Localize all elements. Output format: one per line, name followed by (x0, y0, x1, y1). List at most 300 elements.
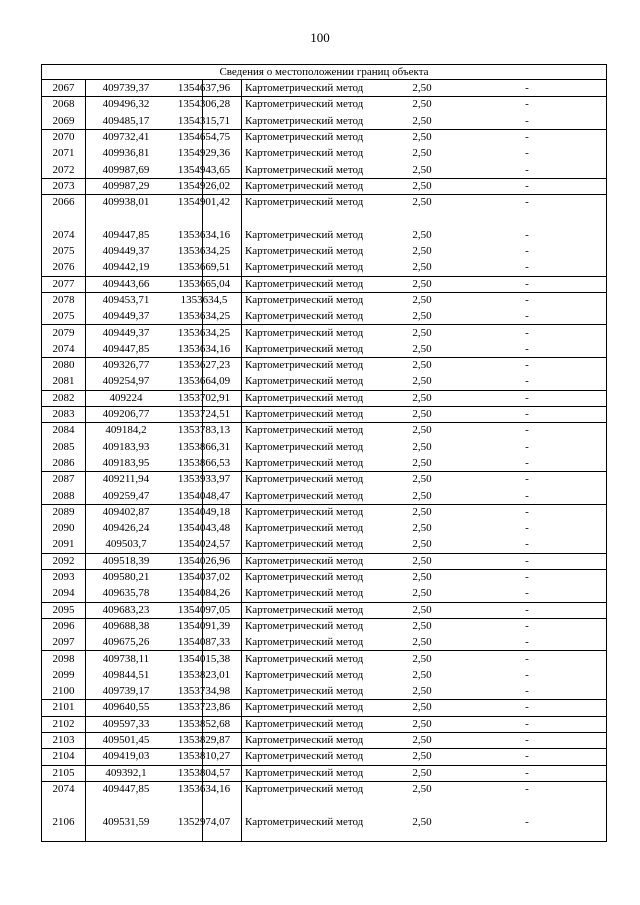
point-number-cell: 2074 (52, 782, 75, 795)
table-row (42, 210, 606, 226)
description-cell: - (525, 359, 529, 372)
y-coordinate-cell: 1353634,16 (177, 228, 231, 241)
description-cell: - (525, 489, 529, 502)
precision-cell: 2,50 (412, 522, 432, 535)
x-coordinate-cell (85, 797, 167, 813)
point-number-cell: 2066 (52, 196, 75, 209)
precision-cell: 2,50 (412, 815, 432, 828)
x-coordinate-cell: 409447,85 (102, 228, 150, 241)
method-cell: Картометрический метод (245, 766, 364, 779)
x-coordinate-cell: 409739,17 (102, 685, 150, 698)
x-coordinate-cell: 409496,32 (102, 98, 150, 111)
point-number-cell: 2095 (52, 603, 75, 616)
precision-cell: 2,50 (412, 734, 432, 746)
description-cell: - (525, 685, 529, 698)
point-number-cell: 2083 (52, 408, 75, 420)
x-coordinate-cell: 409739,37 (102, 82, 150, 94)
table-row (42, 667, 606, 683)
description-cell: - (525, 179, 529, 192)
table-row (42, 325, 606, 341)
method-cell (245, 210, 395, 226)
table-row (42, 602, 606, 619)
table-row (42, 276, 606, 293)
point-number-cell: 2089 (52, 505, 75, 518)
x-coordinate-cell: 409683,23 (102, 603, 150, 616)
y-coordinate-cell: 1353669,51 (177, 261, 231, 274)
point-number-cell: 2103 (52, 734, 75, 746)
x-coordinate-cell: 409449,37 (102, 245, 150, 257)
y-coordinate-cell: 1353852,68 (177, 717, 231, 730)
description-cell: - (525, 147, 529, 160)
point-number-cell (42, 210, 85, 226)
table-row (42, 781, 606, 797)
method-cell: Картометрический метод (245, 456, 364, 469)
description-cell: - (525, 522, 529, 535)
precision-cell: 2,50 (412, 147, 432, 160)
y-coordinate-cell: 1354929,36 (177, 147, 231, 160)
precision-cell: 2,50 (412, 750, 432, 763)
table-row (42, 536, 606, 553)
point-number-cell: 2096 (52, 619, 75, 632)
method-cell: Картометрический метод (245, 571, 364, 583)
point-number-cell: 2077 (52, 277, 75, 290)
precision-cell: 2,50 (412, 505, 432, 518)
y-coordinate-cell: 1354637,96 (177, 82, 231, 94)
table-row (42, 553, 606, 570)
precision-cell: 2,50 (412, 717, 432, 730)
y-coordinate-cell: 1353823,01 (177, 668, 231, 681)
point-number-cell: 2094 (52, 587, 75, 600)
point-number-cell: 2067 (52, 82, 75, 94)
precision-cell: 2,50 (412, 636, 432, 649)
table-row (42, 439, 606, 455)
method-cell: Картометрический метод (245, 391, 364, 404)
description-cell: - (525, 326, 529, 339)
method-cell: Картометрический метод (245, 130, 364, 143)
x-coordinate-cell: 409402,87 (102, 505, 150, 518)
method-cell: Картометрический метод (245, 408, 364, 420)
x-coordinate-cell: 409447,85 (102, 782, 150, 795)
point-number-cell: 2105 (52, 766, 75, 779)
y-coordinate-cell: 1353723,86 (177, 701, 231, 714)
method-cell: Картометрический метод (245, 603, 364, 616)
method-cell: Картометрический метод (245, 310, 364, 323)
point-number-cell: 2074 (52, 342, 75, 355)
table-row (42, 732, 606, 749)
point-number-cell: 2084 (52, 424, 75, 437)
method-cell (245, 797, 395, 813)
table-row (42, 145, 606, 161)
description-cell: - (525, 261, 529, 274)
precision-cell: 2,50 (412, 424, 432, 437)
description-cell: - (525, 375, 529, 388)
table-row (42, 455, 606, 472)
x-coordinate-cell: 409392,1 (105, 766, 147, 779)
description-cell: - (525, 717, 529, 730)
precision-cell: 2,50 (412, 163, 432, 176)
method-cell: Картометрический метод (245, 440, 364, 453)
description-cell: - (525, 391, 529, 404)
precision-cell: 2,50 (412, 82, 432, 94)
table-row (42, 194, 606, 210)
point-number-cell: 2070 (52, 130, 75, 143)
method-cell: Картометрический метод (245, 554, 364, 567)
x-coordinate-cell: 409732,41 (102, 130, 150, 143)
x-coordinate-cell: 409184,2 (105, 424, 147, 437)
method-cell: Картометрический метод (245, 734, 364, 746)
method-cell: Картометрический метод (245, 293, 364, 306)
table-row (42, 651, 606, 667)
precision-cell: 2,50 (412, 554, 432, 567)
method-cell: Картометрический метод (245, 652, 364, 665)
method-cell: Картометрический метод (245, 179, 364, 192)
method-cell: Картометрический метод (245, 636, 364, 649)
description-cell: - (525, 98, 529, 111)
description-cell: - (525, 766, 529, 779)
point-number-cell: 2068 (52, 98, 75, 111)
description-cell: - (525, 163, 529, 176)
method-cell: Картометрический метод (245, 668, 364, 681)
x-coordinate-cell: 409531,59 (102, 815, 150, 828)
x-coordinate-cell: 409183,93 (102, 440, 150, 453)
point-number-cell: 2076 (52, 261, 75, 274)
precision-cell: 2,50 (412, 342, 432, 355)
description-cell: - (525, 603, 529, 616)
description-cell: - (525, 440, 529, 453)
point-number-cell: 2078 (52, 293, 75, 306)
point-number-cell: 2101 (52, 701, 75, 714)
x-coordinate-cell: 409453,71 (102, 293, 150, 306)
table-row (42, 390, 606, 407)
precision-cell: 2,50 (412, 245, 432, 257)
x-coordinate-cell: 409224 (109, 391, 143, 404)
table-row (42, 471, 606, 487)
y-coordinate-cell: 1352974,07 (177, 815, 231, 828)
y-coordinate-cell: 1354943,65 (177, 163, 231, 176)
description-cell: - (525, 619, 529, 632)
y-coordinate-cell: 1354087,33 (177, 636, 231, 649)
table-row (42, 243, 606, 259)
table-row (42, 634, 606, 651)
table-row (42, 520, 606, 536)
method-cell: Картометрический метод (245, 505, 364, 518)
precision-cell: 2,50 (412, 603, 432, 616)
precision-cell: 2,50 (412, 440, 432, 453)
x-coordinate-cell (85, 210, 167, 226)
point-number-cell: 2106 (52, 815, 75, 828)
y-coordinate-cell: 1354015,38 (177, 652, 231, 665)
x-coordinate-cell: 409442,19 (102, 261, 150, 274)
table-row (42, 96, 606, 112)
point-number-cell: 2100 (52, 685, 75, 698)
x-coordinate-cell: 409987,29 (102, 179, 150, 192)
point-number-cell: 2090 (52, 522, 75, 535)
table-row (42, 113, 606, 130)
method-cell: Картометрический метод (245, 815, 364, 828)
y-coordinate-cell: 1354026,96 (177, 554, 231, 567)
method-cell: Картометрический метод (245, 489, 364, 502)
precision-cell: 2,50 (412, 98, 432, 111)
x-coordinate-cell: 409211,94 (102, 473, 150, 486)
table-row (42, 569, 606, 585)
y-coordinate-cell: 1354024,57 (177, 538, 231, 551)
precision-cell: 2,50 (412, 277, 432, 290)
point-number-cell: 2080 (52, 359, 75, 372)
point-number-cell: 2088 (52, 489, 75, 502)
x-coordinate-cell: 409449,37 (102, 310, 150, 323)
description-cell: - (525, 245, 529, 257)
method-cell: Картометрический метод (245, 473, 364, 486)
x-coordinate-cell: 409485,17 (102, 114, 150, 127)
precision-cell: 2,50 (412, 130, 432, 143)
column-divider (202, 80, 203, 842)
point-number-cell: 2079 (52, 326, 75, 339)
y-coordinate-cell (167, 797, 241, 813)
y-coordinate-cell: 1354048,47 (177, 489, 231, 502)
x-coordinate-cell: 409738,11 (102, 652, 150, 665)
method-cell: Картометрический метод (245, 114, 364, 127)
x-coordinate-cell: 409597,33 (102, 717, 150, 730)
x-coordinate-cell: 409844,51 (102, 668, 150, 681)
y-coordinate-cell: 1353724,51 (177, 408, 231, 420)
precision-cell: 2,50 (412, 408, 432, 420)
point-number-cell: 2102 (52, 717, 75, 730)
y-coordinate-cell: 1354043,48 (177, 522, 231, 535)
method-cell: Картометрический метод (245, 277, 364, 290)
y-coordinate-cell: 1353804,57 (177, 766, 231, 779)
point-number-cell: 2093 (52, 571, 75, 583)
table-row (42, 488, 606, 505)
point-number-cell: 2075 (52, 310, 75, 323)
precision-cell: 2,50 (412, 456, 432, 469)
precision-cell: 2,50 (412, 652, 432, 665)
y-coordinate-cell: 1353734,98 (177, 685, 231, 698)
x-coordinate-cell: 409640,55 (102, 701, 150, 714)
precision-cell: 2,50 (412, 391, 432, 404)
description-cell: - (525, 815, 529, 828)
description-cell: - (525, 554, 529, 567)
x-coordinate-cell: 409688,38 (102, 619, 150, 632)
method-cell: Картометрический метод (245, 538, 364, 551)
y-coordinate-cell: 1353634,25 (177, 245, 231, 257)
x-coordinate-cell: 409259,47 (102, 489, 150, 502)
table-row (42, 227, 606, 243)
precision-cell: 2,50 (412, 766, 432, 779)
method-cell: Картометрический метод (245, 147, 364, 160)
table-row (42, 504, 606, 520)
table-row (42, 699, 606, 716)
point-number-cell: 2082 (52, 391, 75, 404)
method-cell: Картометрический метод (245, 326, 364, 339)
description-cell: - (525, 750, 529, 763)
table-row (42, 422, 606, 438)
x-coordinate-cell: 409419,03 (102, 750, 150, 763)
y-coordinate-cell: 1354654,75 (177, 130, 231, 143)
precision-cell: 2,50 (412, 261, 432, 274)
precision-cell: 2,50 (412, 310, 432, 323)
table-row (42, 357, 606, 373)
description-cell: - (525, 277, 529, 290)
description-cell: - (525, 293, 529, 306)
point-number-cell: 2091 (52, 538, 75, 551)
y-coordinate-cell: 1354037,02 (177, 571, 231, 583)
y-coordinate-cell: 1354315,71 (177, 114, 231, 127)
method-cell: Картометрический метод (245, 342, 364, 355)
method-cell: Картометрический метод (245, 424, 364, 437)
method-cell: Картометрический метод (245, 98, 364, 111)
x-coordinate-cell: 409326,77 (102, 359, 150, 372)
y-coordinate-cell: 1353866,53 (177, 456, 231, 469)
y-coordinate-cell: 1353634,25 (177, 310, 231, 323)
table-row (42, 308, 606, 325)
y-coordinate-cell: 1354926,02 (177, 179, 231, 192)
x-coordinate-cell: 409449,37 (102, 326, 150, 339)
description-cell: - (525, 456, 529, 469)
x-coordinate-cell: 409938,01 (102, 196, 150, 209)
point-number-cell: 2099 (52, 668, 75, 681)
table-row (42, 373, 606, 390)
description-cell: - (525, 473, 529, 486)
page-number: 100 (310, 30, 330, 45)
y-coordinate-cell: 1354306,28 (177, 98, 231, 111)
y-coordinate-cell: 1353783,13 (177, 424, 231, 437)
precision-cell (397, 797, 447, 813)
y-coordinate-cell (167, 210, 241, 226)
column-divider (241, 80, 242, 842)
method-cell: Картометрический метод (245, 228, 364, 241)
description-cell: - (525, 782, 529, 795)
y-coordinate-cell: 1353829,87 (177, 734, 231, 746)
column-divider (85, 80, 86, 842)
table-row (42, 748, 606, 765)
point-number-cell (42, 797, 85, 813)
y-coordinate-cell: 1354091,39 (177, 619, 231, 632)
table-row (42, 178, 606, 195)
description-cell: - (525, 310, 529, 323)
coordinates-table (41, 64, 607, 842)
method-cell: Картометрический метод (245, 196, 364, 209)
y-coordinate-cell: 1353627,23 (177, 359, 231, 372)
precision-cell: 2,50 (412, 326, 432, 339)
x-coordinate-cell: 409206,77 (102, 408, 150, 420)
table-row (42, 162, 606, 179)
point-number-cell: 2097 (52, 636, 75, 649)
x-coordinate-cell: 409580,21 (102, 571, 150, 583)
y-coordinate-cell: 1354901,42 (177, 196, 231, 209)
precision-cell: 2,50 (412, 359, 432, 372)
point-number-cell: 2073 (52, 179, 75, 192)
x-coordinate-cell: 409675,26 (102, 636, 150, 649)
point-number-cell: 2104 (52, 750, 75, 763)
method-cell: Картометрический метод (245, 522, 364, 535)
description-cell: - (525, 571, 529, 583)
precision-cell: 2,50 (412, 293, 432, 306)
description-cell: - (525, 130, 529, 143)
y-coordinate-cell: 1353634,25 (177, 326, 231, 339)
point-number-cell: 2074 (52, 228, 75, 241)
y-coordinate-cell: 1353933,97 (177, 473, 231, 486)
description-cell: - (525, 342, 529, 355)
method-cell: Картометрический метод (245, 782, 364, 795)
method-cell: Картометрический метод (245, 375, 364, 388)
y-coordinate-cell: 1353810,27 (177, 750, 231, 763)
point-number-cell: 2071 (52, 147, 75, 160)
precision-cell: 2,50 (412, 668, 432, 681)
y-coordinate-cell: 1354084,26 (177, 587, 231, 600)
y-coordinate-cell: 1353634,5 (180, 293, 228, 306)
description-cell: - (525, 228, 529, 241)
table-row (42, 292, 606, 308)
y-coordinate-cell: 1353702,91 (177, 391, 231, 404)
precision-cell (397, 210, 447, 226)
description-cell: - (525, 701, 529, 714)
y-coordinate-cell: 1353665,04 (177, 277, 231, 290)
point-number-cell: 2085 (52, 440, 75, 453)
method-cell: Картометрический метод (245, 701, 364, 714)
point-number-cell: 2069 (52, 114, 75, 127)
description-cell: - (525, 587, 529, 600)
y-coordinate-cell: 1354097,05 (177, 603, 231, 616)
table-row (42, 716, 606, 733)
description-cell: - (525, 538, 529, 551)
description-cell: - (525, 505, 529, 518)
point-number-cell: 2087 (52, 473, 75, 486)
description-cell: - (525, 734, 529, 746)
precision-cell: 2,50 (412, 473, 432, 486)
y-coordinate-cell: 1353634,16 (177, 782, 231, 795)
y-coordinate-cell: 1354049,18 (177, 505, 231, 518)
precision-cell: 2,50 (412, 701, 432, 714)
table-row (42, 683, 606, 700)
description-cell: - (525, 82, 529, 94)
method-cell: Картометрический метод (245, 261, 364, 274)
precision-cell: 2,50 (412, 571, 432, 583)
x-coordinate-cell: 409254,97 (102, 375, 150, 388)
x-coordinate-cell: 409426,24 (102, 522, 150, 535)
precision-cell: 2,50 (412, 538, 432, 551)
point-number-cell: 2086 (52, 456, 75, 469)
point-number-cell: 2092 (52, 554, 75, 567)
table-row (42, 814, 606, 830)
table-row (42, 80, 606, 97)
precision-cell: 2,50 (412, 619, 432, 632)
point-number-cell: 2081 (52, 375, 75, 388)
x-coordinate-cell: 409635,78 (102, 587, 150, 600)
method-cell: Картометрический метод (245, 245, 364, 257)
method-cell: Картометрический метод (245, 750, 364, 763)
description-cell: - (525, 652, 529, 665)
x-coordinate-cell: 409443,66 (102, 277, 150, 290)
table-row (42, 341, 606, 358)
precision-cell: 2,50 (412, 196, 432, 209)
table-row (42, 765, 606, 782)
y-coordinate-cell: 1353634,16 (177, 342, 231, 355)
table-row (42, 618, 606, 634)
y-coordinate-cell: 1353866,31 (177, 440, 231, 453)
description-cell: - (525, 114, 529, 127)
precision-cell: 2,50 (412, 489, 432, 502)
method-cell: Картометрический метод (245, 685, 364, 698)
x-coordinate-cell: 409987,69 (102, 163, 150, 176)
description-cell (447, 210, 607, 226)
x-coordinate-cell: 409447,85 (102, 342, 150, 355)
description-cell: - (525, 196, 529, 209)
point-number-cell: 2075 (52, 245, 75, 257)
description-cell (447, 797, 607, 813)
method-cell: Картометрический метод (245, 163, 364, 176)
method-cell: Картометрический метод (245, 717, 364, 730)
method-cell: Картометрический метод (245, 619, 364, 632)
